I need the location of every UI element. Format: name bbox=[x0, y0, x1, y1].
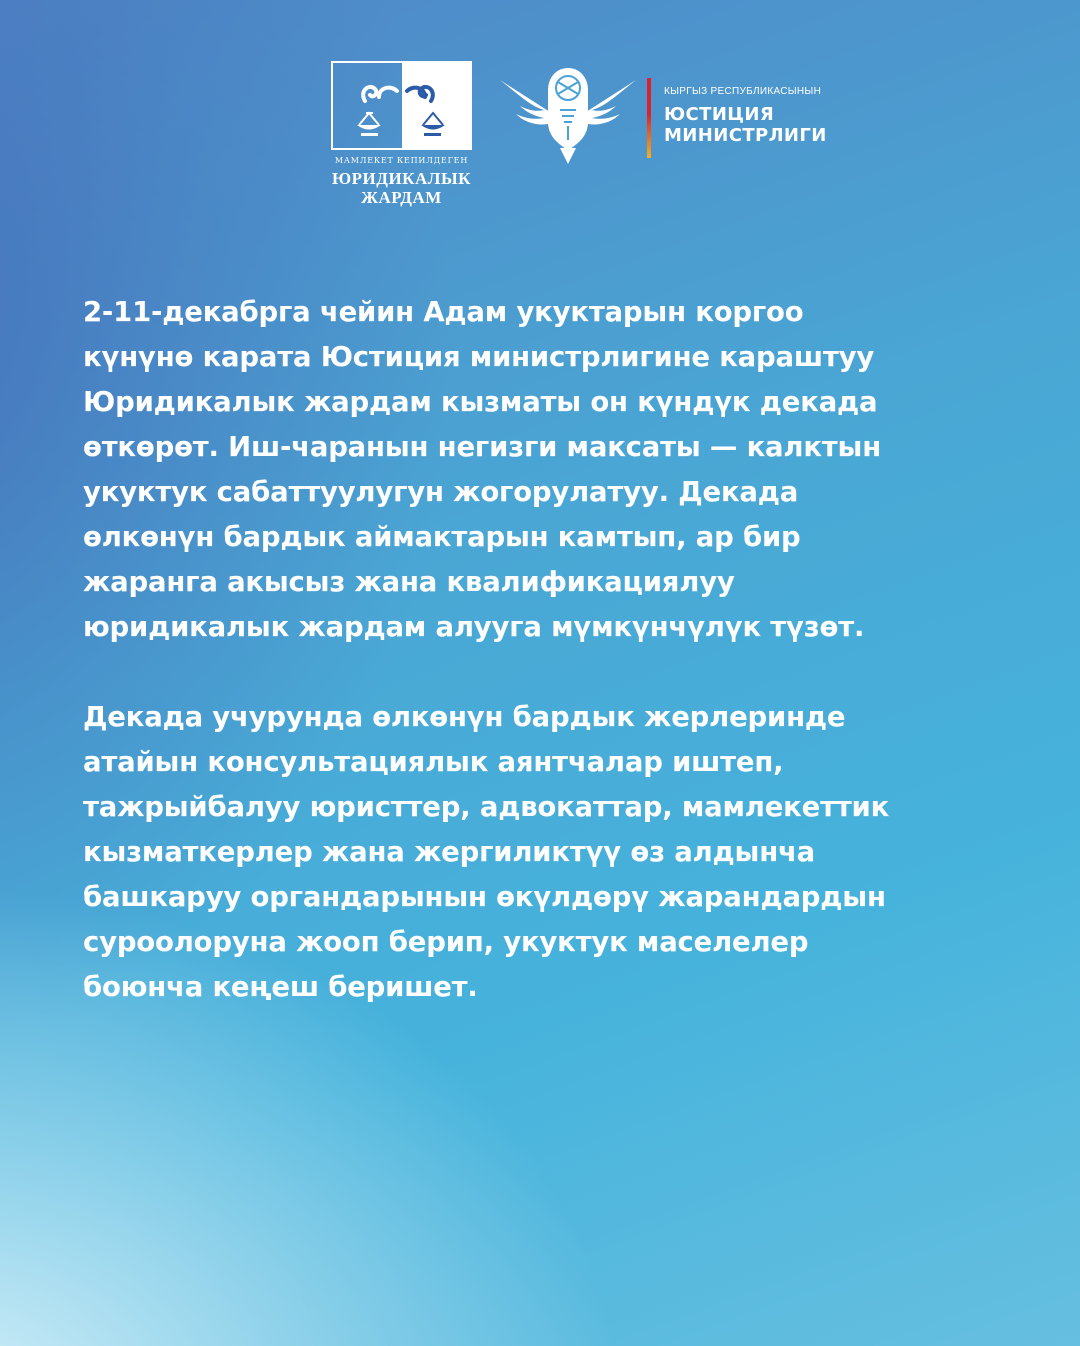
header-logos bbox=[0, 0, 1080, 240]
paragraph-line: Юридикалык жардам кызматы он күндүк декада bbox=[83, 386, 878, 418]
paragraph-2 bbox=[83, 695, 1003, 1010]
paragraph-line: күнүнө карата Юстиция министрлигине караштуу bbox=[83, 341, 875, 373]
scales-of-justice-icon bbox=[333, 63, 470, 148]
paragraph-line: өткөрөт. Иш-чаранын негизги максаты — калктын bbox=[83, 431, 882, 463]
ministry-title-line2: МИНИСТРЛИГИ bbox=[664, 125, 827, 146]
paragraph-line: тажрыйбалуу юристтер, адвокаттар, мамлекеттик bbox=[83, 791, 890, 823]
flag-stripe bbox=[647, 78, 651, 158]
ministry-country-label: КЫРГЫЗ РЕСПУБЛИКАСЫНЫН bbox=[664, 86, 822, 97]
paragraph-line: боюнча кеңеш беришет. bbox=[83, 971, 478, 1003]
eagle-icon bbox=[500, 66, 636, 164]
paragraph-line: Декада учурунда өлкөнүн бардык жерлеринде bbox=[83, 701, 846, 733]
paragraph-1 bbox=[83, 290, 1003, 650]
legal-aid-subtitle: МАМЛЕКЕТ КЕПИЛДЕГЕН bbox=[334, 156, 469, 165]
announcement-text bbox=[83, 290, 1003, 1010]
paragraph-line: жаранга акысыз жана квалификациялуу bbox=[83, 566, 735, 598]
paragraph-line: 2-11-декабрга чейин Адам укуктарын коргоо bbox=[83, 296, 804, 328]
legal-aid-title-line1: ЮРИДИКАЛЫК bbox=[332, 169, 471, 188]
legal-aid-title-line2: ЖАРДАМ bbox=[361, 188, 442, 207]
paragraph-line: юридикалык жардам алууга мүмкүнчүлүк түзөт. bbox=[83, 611, 865, 643]
paragraph-line: өлкөнүн бардык аймактарын камтып, ар бир bbox=[83, 521, 801, 553]
legal-aid-title bbox=[321, 169, 482, 207]
paragraph-line: башкаруу органдарынын өкүлдөрү жарандардын bbox=[83, 881, 886, 913]
ministry-title-line1: ЮСТИЦИЯ bbox=[664, 104, 775, 125]
legal-aid-logo bbox=[331, 61, 472, 150]
paragraph-line: укуктук сабаттуулугун жогорулатуу. Декада bbox=[83, 476, 799, 508]
paragraph-line: кызматкерлер жана жергиликтүү өз алдынча bbox=[83, 836, 816, 868]
paragraph-line: суроолоруна жооп берип, укуктук маселелер bbox=[83, 926, 809, 958]
paragraph-line: атайын консультациялык аянтчалар иштеп, bbox=[83, 746, 784, 778]
